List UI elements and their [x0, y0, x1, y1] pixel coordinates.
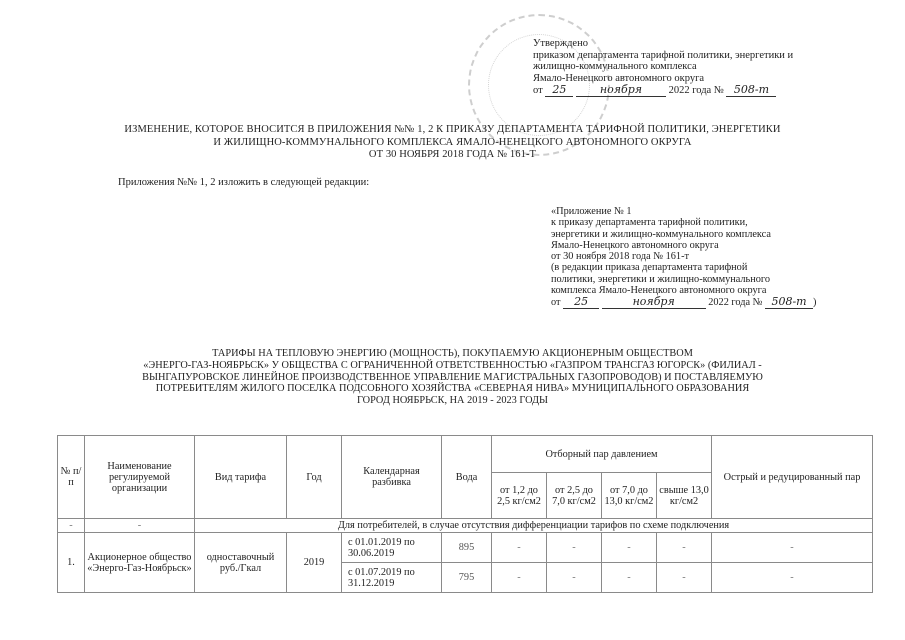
dash-cell: - [547, 533, 602, 563]
header-sharp-steam: Острый и редуцированный пар [712, 436, 873, 519]
dash-cell: - [85, 519, 195, 533]
date-prefix: от [533, 85, 543, 96]
appendix-line: от 30 ноября 2018 года № 161-т [551, 251, 689, 263]
approval-block [533, 38, 863, 97]
approval-line: жилищно-коммунального комплекса [533, 61, 697, 72]
dash-cell: - [657, 563, 712, 593]
title-line: ПОТРЕБИТЕЛЯМ ЖИЛОГО ПОСЕЛКА ПОДСОБНОГО ХОЗЯЙСТВА «СЕВЕРНАЯ НИВА» МУНИЦИПАЛЬНОГО ОБРАЗОВАНИЯ [155, 383, 750, 395]
dash-cell: - [712, 563, 873, 593]
steam-sub-2: от 2,5 до 7,0 кг/см2 [547, 473, 602, 519]
title-line: ОТ 30 НОЯБРЯ 2018 ГОДА № 161-Т [368, 149, 537, 160]
appendix-line: энергетики и жилищно-коммунального комплекса [551, 228, 771, 240]
order-number: 508-т [726, 84, 776, 97]
approval-line: приказом департамента тарифной политики, энергетики и [533, 49, 794, 61]
row-period-1: с 01.01.2019 по 30.06.2019 [342, 533, 442, 563]
header-calendar: Календарная разбивка [342, 436, 442, 519]
approval-line: Утверждено [533, 38, 588, 49]
consumers-text: Для потребителей, в случае отсутствия дифференциации тарифов по схеме подключения [195, 519, 873, 533]
dash-cell: - [657, 533, 712, 563]
date-month: ноября [576, 84, 666, 97]
title-line: ГОРОД НОЯБРЬСК, НА 2019 - 2023 ГОДЫ [356, 395, 549, 407]
title-line: ИЗМЕНЕНИЕ, КОТОРОЕ ВНОСИТСЯ В ПРИЛОЖЕНИЯ №№ 1, 2 К ПРИКАЗУ ДЕПАРТАМЕНТА ТАРИФНОЙ ПОЛИТИКИ, ЭНЕРГЕТИКИ [124, 124, 781, 135]
steam-sub-4: свыше 13,0 кг/см2 [657, 473, 712, 519]
dash-cell: - [712, 533, 873, 563]
row-period-2: с 01.07.2019 по 31.12.2019 [342, 563, 442, 593]
row-org: Акционерное общество «Энерго-Газ-Ноябрьск» [85, 533, 195, 593]
dash-cell: - [602, 563, 657, 593]
title-line: ТАРИФЫ НА ТЕПЛОВУЮ ЭНЕРГИЮ (МОЩНОСТЬ), ПОКУПАЕМУЮ АКЦИОНЕРНЫМ ОБЩЕСТВОМ [212, 348, 693, 359]
appendix-date-line [551, 296, 871, 308]
header-year: Год [287, 436, 342, 519]
row-water-2: 795 [442, 563, 492, 593]
appendix-line: Ямало-Ненецкого автономного округа [551, 239, 719, 251]
tariff-title [0, 348, 905, 407]
dash-cell: - [492, 533, 547, 563]
consumers-row [58, 519, 873, 533]
date-day: 25 [563, 296, 599, 308]
row-num: 1. [58, 533, 85, 593]
header-num: № п/п [58, 436, 85, 519]
header-steam: Отборный пар давлением [492, 436, 712, 473]
date-year: 2022 года № [668, 85, 724, 96]
row-year: 2019 [287, 533, 342, 593]
approval-date-line [533, 84, 863, 97]
intro-text: Приложения №№ 1, 2 изложить в следующей редакции: [118, 177, 370, 188]
approval-line: Ямало-Ненецкого автономного округа [533, 72, 705, 84]
steam-sub-1: от 1,2 до 2,5 кг/см2 [492, 473, 547, 519]
steam-sub-3: от 7,0 до 13,0 кг/см2 [602, 473, 657, 519]
header-water: Вода [442, 436, 492, 519]
tariff-table [57, 435, 873, 593]
appendix-line: политики, энергетики и жилищно-коммунального [551, 273, 771, 285]
table-row [58, 533, 873, 563]
date-prefix: от [551, 297, 561, 309]
row-tariff-type: одноставочный руб./Гкал [195, 533, 287, 593]
header-tariff-type: Вид тарифа [195, 436, 287, 519]
dash-cell: - [492, 563, 547, 593]
title-line: И ЖИЛИЩНО-КОММУНАЛЬНОГО КОМПЛЕКСА ЯМАЛО-НЕНЕЦКОГО АВТОНОМНОГО ОКРУГА [213, 136, 692, 148]
row-water-1: 895 [442, 533, 492, 563]
appendix-line: к приказу департамента тарифной политики, [551, 217, 748, 229]
header-org: Наименование регулируемой организации [85, 436, 195, 519]
appendix-block [551, 206, 871, 309]
dash-cell: - [547, 563, 602, 593]
amendment-title [0, 124, 905, 162]
order-number: 508-т [765, 296, 813, 308]
appendix-line: «Приложение № 1 [551, 206, 632, 217]
dash-cell: - [602, 533, 657, 563]
appendix-line: (в редакции приказа департамента тарифной [551, 262, 748, 274]
date-month: ноября [602, 296, 706, 308]
appendix-line: комплекса Ямало-Ненецкого автономного округа [551, 285, 767, 297]
dash-cell: - [58, 519, 85, 533]
close-paren: ) [813, 297, 817, 309]
table-header-row [58, 436, 873, 473]
date-day: 25 [545, 84, 573, 97]
title-line: «ЭНЕРГО-ГАЗ-НОЯБРЬСК» У ОБЩЕСТВА С ОГРАНИЧЕННОЙ ОТВЕТСТВЕННОСТЬЮ «ГАЗПРОМ ТРАНСГАЗ ЮГОРСК» (ФИЛИАЛ - [143, 359, 762, 371]
title-line: ВЫНГАПУРОВСКОЕ ЛИНЕЙНОЕ ПРОИЗВОДСТВЕННОЕ УПРАВЛЕНИЕ МАГИСТРАЛЬНЫХ ГАЗОПРОВОДОВ) И ПОСТАВЛЯЕМУЮ [142, 371, 763, 383]
date-year: 2022 года № [708, 297, 763, 309]
